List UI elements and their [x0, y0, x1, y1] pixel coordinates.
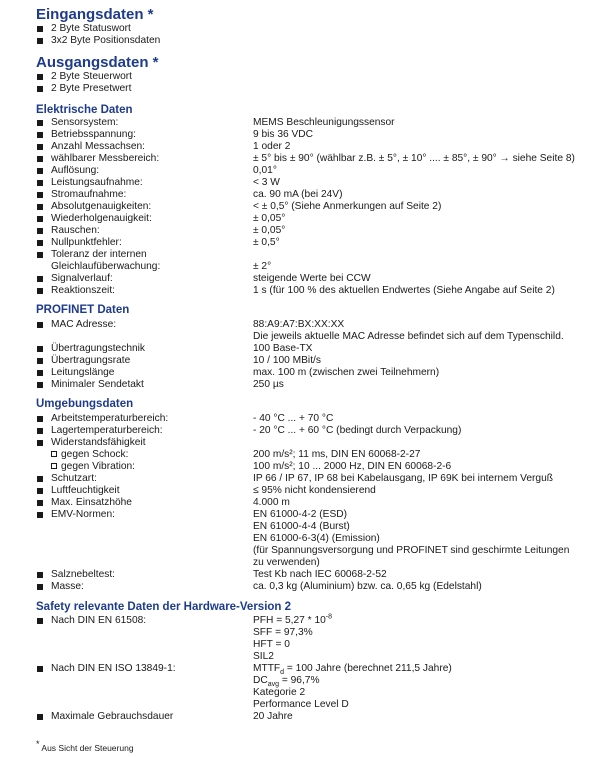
- row-label: Sensorsystem:: [51, 117, 119, 128]
- row-value: [253, 615, 332, 627]
- row-value: ca. 0,3 kg (Aluminium) bzw. ca. 0,65 kg (Edelstahl): [253, 581, 482, 592]
- row-label: Arbeitstemperaturbereich:: [51, 413, 169, 424]
- bullet-icon: [37, 370, 43, 376]
- row-value: EN 61000-6-3(4) (Emission): [253, 533, 380, 544]
- table-row: [36, 473, 588, 485]
- table-row: [36, 225, 588, 237]
- table-row: [36, 129, 588, 141]
- table-row: [36, 237, 588, 249]
- row-label: Rauschen:: [51, 225, 100, 236]
- table-row: [36, 509, 588, 521]
- table-row: [36, 331, 588, 343]
- table-row: [36, 213, 588, 225]
- row-label: Wiederholgenauigkeit:: [51, 213, 152, 224]
- bullet-icon: [37, 216, 43, 222]
- mttf-value: [253, 663, 452, 675]
- eingangsdaten-list: [36, 23, 588, 47]
- row-label: Max. Einsatzhöhe: [51, 497, 132, 508]
- safety-row-gebrauchsdauer: [36, 711, 588, 723]
- dc-label: DC: [253, 675, 268, 686]
- row-value: Test Kb nach IEC 60068-2-52: [253, 569, 387, 580]
- footnote-text: Aus Sicht der Steuerung: [39, 743, 134, 753]
- bullet-icon: [37, 192, 43, 198]
- profinet-daten-table: [36, 319, 588, 391]
- list-item: [36, 83, 588, 95]
- list-item: [36, 71, 588, 83]
- row-label: [51, 461, 135, 473]
- row-label: Übertragungstechnik: [51, 343, 146, 354]
- ausgangsdaten-heading: Ausgangsdaten *: [36, 54, 159, 71]
- row-value: < 3 W: [253, 177, 280, 188]
- table-row: [36, 461, 588, 473]
- elektrische-daten-heading: Elektrische Daten: [36, 104, 133, 116]
- row-label: Toleranz der internen: [51, 249, 147, 260]
- row-value: < ± 0,5° (Siehe Anmerkungen auf Seite 2): [253, 201, 442, 212]
- bullet-icon: [37, 346, 43, 352]
- row-label: Signalverlauf:: [51, 273, 113, 284]
- safety-row-dc: [36, 675, 588, 687]
- checkbox-square-icon: [51, 463, 57, 469]
- bullet-icon: [37, 358, 43, 364]
- bullet-icon: [37, 120, 43, 126]
- table-row: [36, 413, 588, 425]
- row-value: 1 oder 2: [253, 141, 291, 152]
- row-value: EN 61000-4-2 (ESD): [253, 509, 347, 520]
- row-value: max. 100 m (zwischen zwei Teilnehmern): [253, 367, 440, 378]
- bullet-icon: [37, 618, 43, 624]
- row-label: Nullpunktfehler:: [51, 237, 122, 248]
- safety-row-sil: [36, 651, 588, 663]
- hft-value: HFT = 0: [253, 639, 290, 650]
- row-value: ± 0,05°: [253, 225, 286, 236]
- bullet-icon: [37, 288, 43, 294]
- sff-value: SFF = 97,3%: [253, 627, 313, 638]
- safety-heading: Safety relevante Daten der Hardware-Version 2: [36, 601, 292, 613]
- bullet-icon: [37, 584, 43, 590]
- umgebungsdaten-table: [36, 413, 588, 593]
- row-value: 100 m/s²; 10 ... 2000 Hz, DIN EN 60068-2-6: [253, 461, 452, 472]
- mttf-text: = 100 Jahre (berechnet 211,5 Jahre): [284, 663, 452, 674]
- table-row: [36, 569, 588, 581]
- bullet-icon: [37, 714, 43, 720]
- table-row: [36, 367, 588, 379]
- row-value: 20 Jahre: [253, 711, 293, 722]
- row-value: ≤ 95% nicht kondensierend: [253, 485, 376, 496]
- row-label: EMV-Normen:: [51, 509, 115, 520]
- row-value: ± 0,5°: [253, 237, 280, 248]
- bullet-icon: [37, 572, 43, 578]
- kategorie-value: Kategorie 2: [253, 687, 306, 698]
- row-value: ± 2°: [253, 261, 272, 272]
- row-label: Anzahl Messachsen:: [51, 141, 146, 152]
- row-label: Übertragungsrate: [51, 355, 131, 366]
- row-value: IP 66 / IP 67, IP 68 bei Kabelausgang, IP 69K bei internem Verguß: [253, 473, 553, 484]
- bullet-icon: [37, 144, 43, 150]
- bullet-icon: [37, 204, 43, 210]
- bullet-icon: [37, 168, 43, 174]
- table-row: [36, 581, 588, 593]
- table-row: [36, 153, 588, 165]
- pfh-exponent: -8: [325, 613, 333, 621]
- bullet-icon: [37, 228, 43, 234]
- row-value: 88:A9:A7:BX:XX:XX: [253, 319, 345, 330]
- bullet-icon: [37, 322, 43, 328]
- bullet-icon: [37, 38, 43, 44]
- safety-table: [36, 615, 588, 723]
- table-row: [36, 449, 588, 461]
- row-value: zu verwenden): [253, 557, 320, 568]
- row-value: EN 61000-4-4 (Burst): [253, 521, 350, 532]
- safety-row-sff: [36, 627, 588, 639]
- row-label: Luftfeuchtigkeit: [51, 485, 120, 496]
- table-row: [36, 425, 588, 437]
- row-value: ± 0,05°: [253, 213, 286, 224]
- table-row: [36, 557, 588, 569]
- row-label: MAC Adresse:: [51, 319, 117, 330]
- row-value: Die jeweils aktuelle MAC Adresse befindet sich auf dem Typenschild.: [253, 331, 564, 342]
- dc-value: [253, 675, 320, 687]
- row-value: - 20 °C ... + 60 °C (bedingt durch Verpackung): [253, 425, 462, 436]
- safety-row-kategorie: [36, 687, 588, 699]
- safety-row-hft: [36, 639, 588, 651]
- row-label: Auflösung:: [51, 165, 100, 176]
- row-value: steigende Werte bei CCW: [253, 273, 371, 284]
- dc-text: = 96,7%: [279, 675, 320, 686]
- row-label: wählbarer Messbereich:: [51, 153, 160, 164]
- pfh-value: PFH = 5,27 * 10: [253, 615, 326, 626]
- elektrische-daten-table: [36, 117, 588, 297]
- table-row: [36, 437, 588, 449]
- bullet-icon: [37, 440, 43, 446]
- table-row: [36, 189, 588, 201]
- table-row: [36, 201, 588, 213]
- row-label: Masse:: [51, 581, 84, 592]
- table-row: [36, 485, 588, 497]
- table-row: [36, 497, 588, 509]
- row-label: Schutzart:: [51, 473, 97, 484]
- bullet-icon: [37, 156, 43, 162]
- dc-subscript: avg: [267, 681, 280, 689]
- row-value: 1 s (für 100 % des aktuellen Endwertes (Siehe Angabe auf Seite 2): [253, 285, 555, 296]
- row-label: Nach DIN EN 61508:: [51, 615, 147, 626]
- row-label: Nach DIN EN ISO 13849-1:: [51, 663, 176, 674]
- row-value: 9 bis 36 VDC: [253, 129, 314, 140]
- row-label: Lagertemperaturbereich:: [51, 425, 163, 436]
- row-label: Absolutgenauigkeiten:: [51, 201, 152, 212]
- table-row: [36, 343, 588, 355]
- row-value: 250 µs: [253, 379, 284, 390]
- table-row: [36, 379, 588, 391]
- bullet-icon: [37, 240, 43, 246]
- row-value: ca. 90 mA (bei 24V): [253, 189, 343, 200]
- safety-row-pl: [36, 699, 588, 711]
- mttf-subscript: d: [280, 669, 285, 677]
- bullet-icon: [37, 428, 43, 434]
- bullet-icon: [37, 26, 43, 32]
- footnote: [36, 739, 134, 753]
- footnote-star: *: [36, 739, 40, 750]
- table-row: [36, 521, 588, 533]
- list-item-text: 3x2 Byte Positionsdaten: [51, 35, 161, 46]
- profinet-daten-heading: PROFINET Daten: [36, 304, 130, 316]
- row-value: 200 m/s²; 11 ms, DIN EN 60068-2-27: [253, 449, 421, 460]
- safety-row-din61508: [36, 615, 588, 627]
- row-label: Reaktionszeit:: [51, 285, 115, 296]
- list-item-text: 2 Byte Steuerwort: [51, 71, 132, 82]
- bullet-icon: [37, 666, 43, 672]
- bullet-icon: [37, 74, 43, 80]
- row-value: (für Spannungsversorgung und PROFINET sind geschirmte Leitungen: [253, 545, 570, 556]
- bullet-icon: [37, 180, 43, 186]
- table-row: [36, 533, 588, 545]
- table-row: [36, 249, 588, 261]
- row-value: MEMS Beschleunigungssensor: [253, 117, 395, 128]
- table-row: [36, 177, 588, 189]
- row-value: 10 / 100 MBit/s: [253, 355, 321, 366]
- row-label: [51, 449, 128, 461]
- performance-level-value: Performance Level D: [253, 699, 349, 710]
- safety-row-iso13849: [36, 663, 588, 675]
- bullet-icon: [37, 512, 43, 518]
- row-label-text: gegen Schock:: [61, 449, 129, 460]
- row-value: ± 5° bis ± 90° (wählbar z.B. ± 5°, ± 10° .... ± 85°, ± 90° → siehe Seite 8): [253, 153, 575, 164]
- bullet-icon: [37, 132, 43, 138]
- table-row: [36, 165, 588, 177]
- row-value: 100 Base-TX: [253, 343, 313, 354]
- ausgangsdaten-list: [36, 71, 588, 95]
- row-label: Stromaufnahme:: [51, 189, 127, 200]
- list-item-text: 2 Byte Presetwert: [51, 83, 132, 94]
- mttf-label: MTTF: [253, 663, 281, 674]
- table-row: [36, 319, 588, 331]
- table-row: [36, 141, 588, 153]
- row-label: Widerstandsfähigkeit: [51, 437, 146, 448]
- list-item: [36, 35, 588, 47]
- row-label: Salznebeltest:: [51, 569, 115, 580]
- row-label-text: gegen Vibration:: [61, 461, 136, 472]
- table-row: [36, 117, 588, 129]
- bullet-icon: [37, 86, 43, 92]
- bullet-icon: [37, 276, 43, 282]
- list-item: [36, 23, 588, 35]
- table-row: [36, 355, 588, 367]
- sil-value: SIL2: [253, 651, 274, 662]
- row-label: Minimaler Sendetakt: [51, 379, 144, 390]
- row-label: Gleichlaufüberwachung:: [51, 261, 161, 272]
- row-label: Maximale Gebrauchsdauer: [51, 711, 174, 722]
- bullet-icon: [37, 252, 43, 258]
- checkbox-square-icon: [51, 451, 57, 457]
- bullet-icon: [37, 476, 43, 482]
- table-row: [36, 273, 588, 285]
- table-row: [36, 545, 588, 557]
- row-value: 4.000 m: [253, 497, 290, 508]
- row-label: Betriebsspannung:: [51, 129, 136, 140]
- table-row: [36, 285, 588, 297]
- bullet-icon: [37, 416, 43, 422]
- eingangsdaten-heading: Eingangsdaten *: [36, 6, 154, 23]
- list-item-text: 2 Byte Statuswort: [51, 23, 131, 34]
- row-label: Leistungsaufnahme:: [51, 177, 143, 188]
- umgebungsdaten-heading: Umgebungsdaten: [36, 398, 134, 410]
- datasheet-page: [36, 6, 588, 723]
- row-label: Leitungslänge: [51, 367, 115, 378]
- bullet-icon: [37, 500, 43, 506]
- row-value: - 40 °C ... + 70 °C: [253, 413, 334, 424]
- bullet-icon: [37, 382, 43, 388]
- row-value: 0,01°: [253, 165, 277, 176]
- table-row: [36, 261, 588, 273]
- bullet-icon: [37, 488, 43, 494]
